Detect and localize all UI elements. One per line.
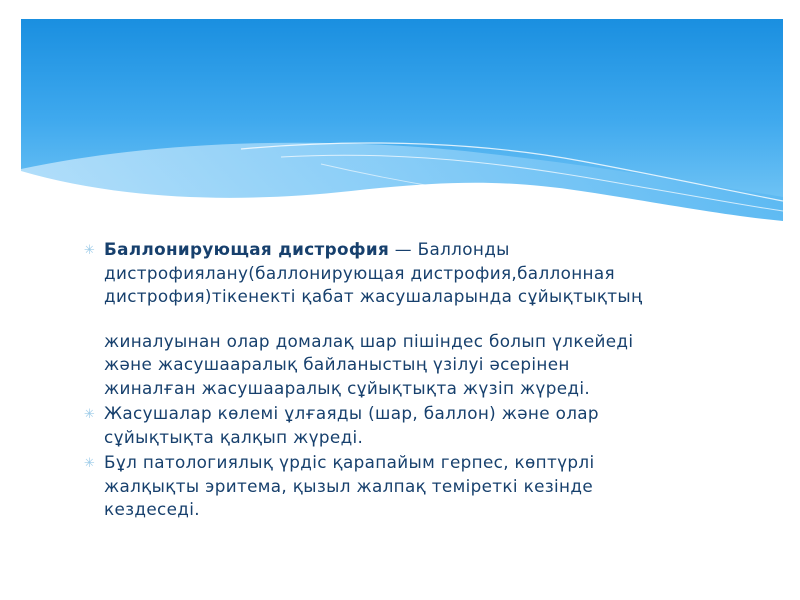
- bullet-star-icon: ✳: [84, 243, 96, 258]
- bullet-line: дистрофиялану(баллонирующая дистрофия,баллонная: [104, 262, 615, 283]
- bullet-line: дистрофия)тікенекті қабат жасушаларында сұйықтықтың: [104, 286, 643, 306]
- list-item: [84, 451, 724, 522]
- header-wave-banner: [21, 19, 783, 221]
- bullet-line: [104, 238, 724, 262]
- paragraph-gap: [104, 309, 724, 330]
- bullet-line: жиналуынан олар домалақ шар пішіндес болып үлкейеді: [104, 330, 634, 351]
- list-item: [84, 402, 724, 449]
- bullet-line: Жасушалар көлемі ұлғаяды (шар, баллон) және олар: [104, 403, 599, 423]
- list-item: [84, 238, 724, 400]
- term-heading: Баллонирующая дистрофия: [104, 239, 390, 259]
- bullet-line: жиналған жасушааралық сұйықтықта жүзіп жүреді.: [104, 377, 591, 398]
- bullet-text: — Баллонды: [389, 239, 510, 259]
- bullet-line: Бұл патологиялық үрдіс қарапайым герпес, көптүрлі: [104, 452, 595, 472]
- bullet-star-icon: ✳: [84, 456, 96, 471]
- bullet-list: [84, 238, 724, 524]
- bullet-line: сұйықтықта қалқып жүреді.: [104, 426, 364, 447]
- bullet-line: жалқықты эритема, қызыл жалпақ теміреткі кезінде: [104, 475, 594, 496]
- bullet-star-icon: ✳: [84, 407, 96, 422]
- bullet-line: кездеседі.: [104, 499, 200, 519]
- bullet-line: және жасушааралық байланыстың үзілуі әсерінен: [104, 354, 570, 374]
